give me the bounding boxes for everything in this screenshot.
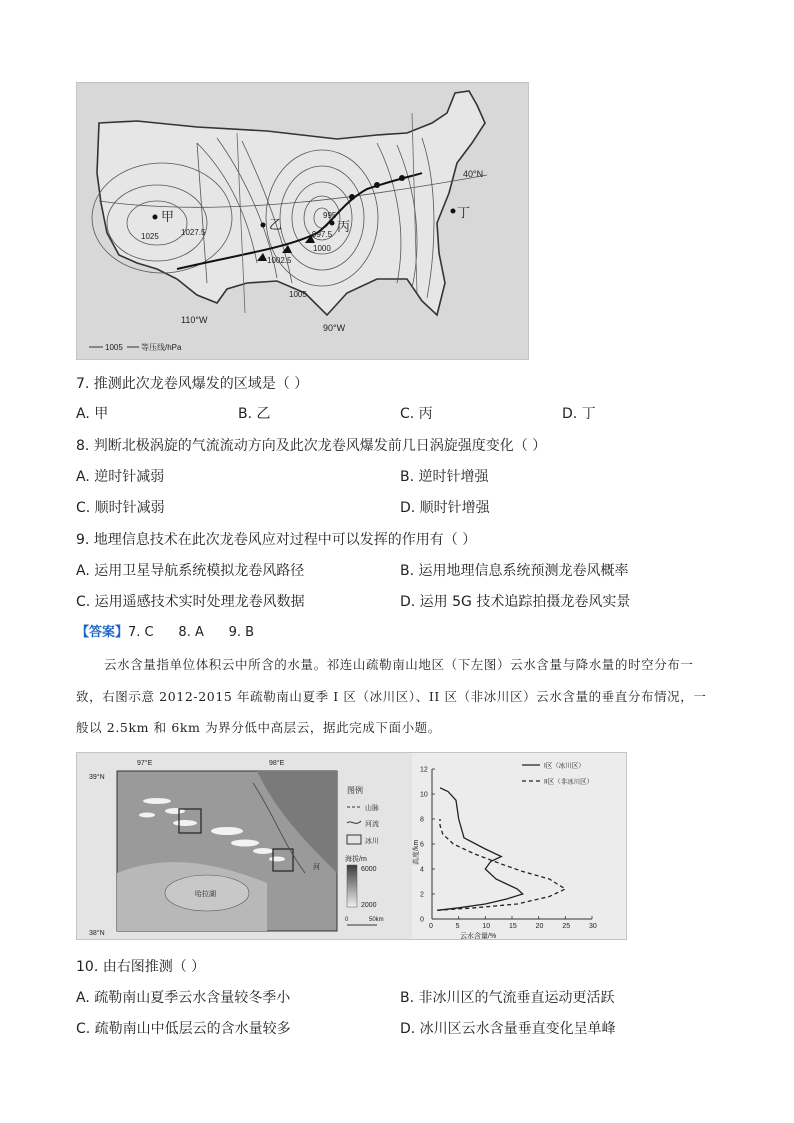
lat-40n: 40°N <box>463 169 484 179</box>
chart-xlabel: 云水含量/% <box>460 933 497 939</box>
lake-label: 哈拉湖 <box>195 891 216 898</box>
iso-1005: 1005 <box>289 290 307 299</box>
lat-39n: 39°N <box>89 774 105 781</box>
q7-option-d[interactable]: D. 丁 <box>562 406 596 422</box>
q7-option-a[interactable]: A. 甲 <box>76 406 109 422</box>
lon-90w: 90°W <box>323 323 346 333</box>
y-tick-label: 4 <box>420 866 424 874</box>
iso-1000: 1000 <box>313 244 331 253</box>
legend-river: 河流 <box>365 821 379 828</box>
q9-option-c[interactable]: C. 运用遥感技术实时处理龙卷风数据 <box>76 594 305 610</box>
question-9-stem: 9. 地理信息技术在此次龙卷风应对过程中可以发挥的作用有（ ） <box>76 532 477 548</box>
q10-option-b[interactable]: B. 非冰川区的气流垂直运动更活跃 <box>400 990 615 1006</box>
question-7-stem: 7. 推测此次龙卷风爆发的区域是（ ） <box>76 376 309 392</box>
chart-ylabel: 高度/km <box>413 839 420 865</box>
iso-995: 995 <box>323 211 337 220</box>
legend-iso-value: 1005 <box>105 343 123 352</box>
iso-997-5: 997.5 <box>312 230 333 239</box>
lon-110w: 110°W <box>181 315 208 325</box>
lon-98e: 98°E <box>269 760 285 767</box>
scale-50km: 50km <box>369 917 384 923</box>
passage-line-3: 般以 2.5km 和 6km 为界分低中高层云，据此完成下面小题。 <box>76 720 441 735</box>
y-tick-label: 0 <box>420 916 424 924</box>
question-8-stem: 8. 判断北极涡旋的气流流动方向及此次龙卷风爆发前几日涡旋强度变化（ ） <box>76 438 547 454</box>
region-jia: 甲 <box>161 209 175 224</box>
x-tick-label: 25 <box>562 923 571 930</box>
iso-1025: 1025 <box>141 232 159 241</box>
legend-label-1: I区（冰川区） <box>544 762 585 770</box>
x-tick-label: 20 <box>535 923 544 930</box>
x-tick-label: 5 <box>455 923 460 930</box>
elev-title: 海拔/m <box>345 856 367 863</box>
river-label: 河 <box>313 864 320 871</box>
legend-mountain: 山脉 <box>365 805 379 812</box>
elev-min: 2000 <box>361 902 377 909</box>
pressure-map-figure <box>76 82 529 360</box>
region-yi: 乙 <box>269 217 283 232</box>
q10-option-a[interactable]: A. 疏勒南山夏季云水含量较冬季小 <box>76 990 291 1006</box>
q7-option-c[interactable]: C. 丙 <box>400 406 433 422</box>
q8-option-c[interactable]: C. 顺时针减弱 <box>76 500 165 516</box>
legend-label-2: II区（非冰川区） <box>544 778 594 786</box>
scale-zero: 0 <box>345 917 349 923</box>
lat-38n: 38°N <box>89 930 105 937</box>
passage-line-2: 致，右图示意 2012-2015 年疏勒南山夏季 I 区（冰川区）、II 区（非冰川区）云水含量的垂直分布情况，一 <box>76 689 707 704</box>
y-tick-label: 12 <box>420 766 428 774</box>
q7-option-b[interactable]: B. 乙 <box>238 406 271 422</box>
legend-title: 图例 <box>347 786 363 795</box>
answer-line <box>76 624 254 642</box>
shule-terrain-map <box>77 753 412 939</box>
lon-97e: 97°E <box>137 760 153 767</box>
iso-1002-5: 1002.5 <box>267 256 292 265</box>
elev-max: 6000 <box>361 866 377 873</box>
answer-tag: 【答案】 <box>76 625 129 640</box>
x-tick-label: 15 <box>509 923 517 930</box>
answer-text: 7. C 8. A 9. B <box>128 625 255 640</box>
q10-option-c[interactable]: C. 疏勒南山中低层云的含水量较多 <box>76 1021 291 1037</box>
q8-option-d[interactable]: D. 顺时针增强 <box>400 500 490 516</box>
x-tick-label: 0 <box>429 923 433 930</box>
pressure-map-svg <box>77 83 528 359</box>
legend-iso-text: 等压线/hPa <box>141 343 182 352</box>
x-tick-label: 10 <box>482 923 491 930</box>
cloud-water-chart <box>412 753 626 939</box>
passage-line-1: 云水含量指单位体积云中所含的水量。祁连山疏勒南山地区（下左图）云水含量与降水量的时空分布一 <box>104 657 694 672</box>
cloud-water-figure <box>76 752 627 940</box>
q9-option-d[interactable]: D. 运用 5G 技术追踪拍摄龙卷风实景 <box>400 594 631 610</box>
q9-option-a[interactable]: A. 运用卫星导航系统模拟龙卷风路径 <box>76 563 305 579</box>
y-tick-label: 2 <box>420 891 424 899</box>
question-10-stem: 10. 由右图推测（ ） <box>76 959 206 975</box>
iso-1027-5: 1027.5 <box>181 228 206 237</box>
y-tick-label: 6 <box>420 841 424 849</box>
q9-option-b[interactable]: B. 运用地理信息系统预测龙卷风概率 <box>400 563 629 579</box>
region-ding: 丁 <box>457 205 471 220</box>
region-bing: 丙 <box>337 219 351 234</box>
q10-option-d[interactable]: D. 冰川区云水含量垂直变化呈单峰 <box>400 1021 616 1037</box>
legend-glacier: 冰川 <box>365 838 379 845</box>
x-tick-label: 30 <box>589 923 597 930</box>
q8-option-a[interactable]: A. 逆时针减弱 <box>76 469 165 485</box>
y-tick-label: 10 <box>420 791 428 799</box>
q8-option-b[interactable]: B. 逆时针增强 <box>400 469 489 485</box>
elevation-ramp <box>347 865 357 907</box>
y-tick-label: 8 <box>420 816 424 824</box>
